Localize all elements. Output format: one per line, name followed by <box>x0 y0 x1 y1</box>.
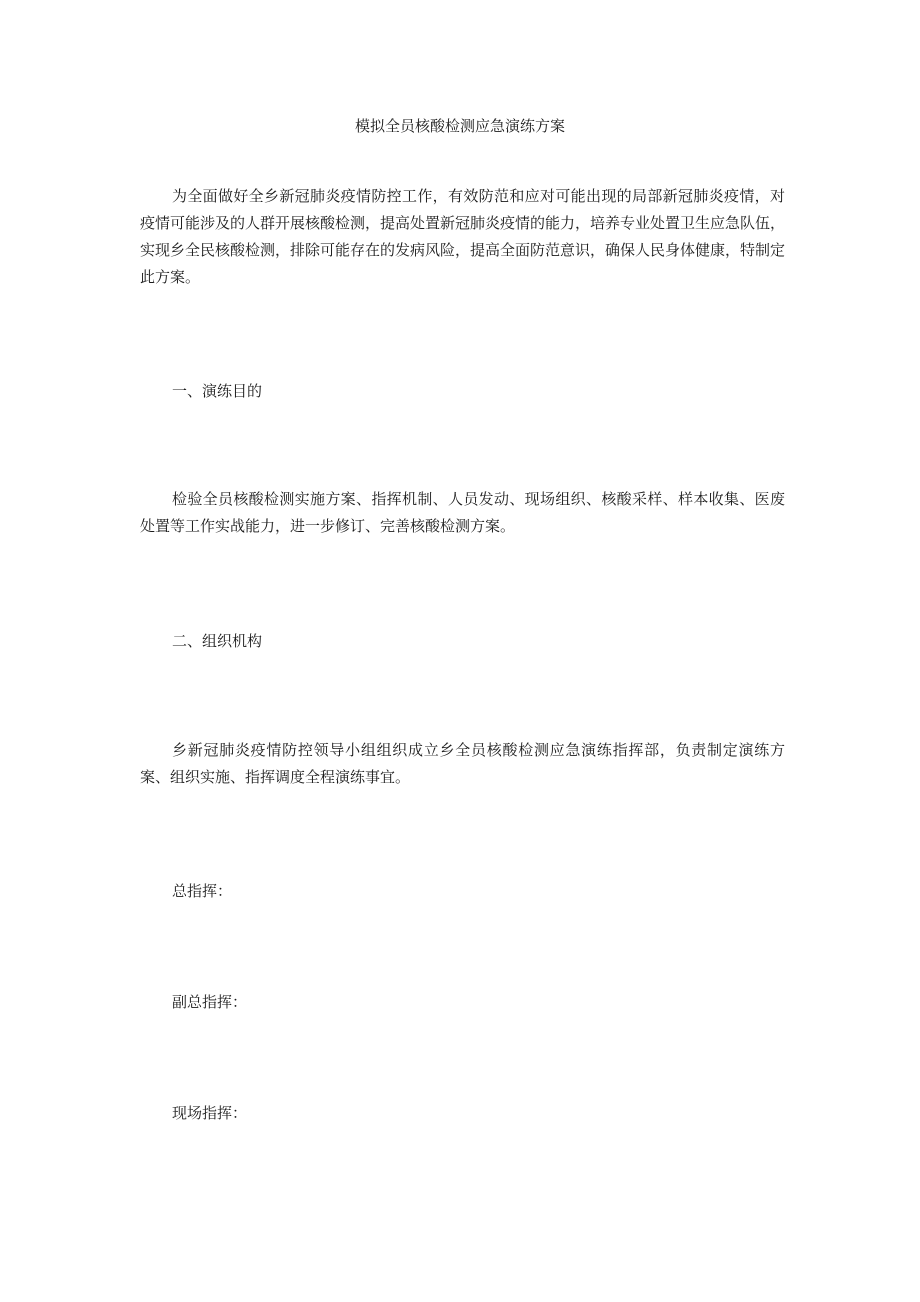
role-onsite-commander: 现场指挥： <box>172 1104 248 1122</box>
intro-paragraph: 为全面做好全乡新冠肺炎疫情防控工作，有效防范和应对可能出现的局部新冠肺炎疫情，对疫情可能涉及的人群开展核酸检测，提高处置新冠肺炎疫情的能力，培养专业处置卫生应急队伍，实现乡全民核酸检测，排除可能存在的发病风险，提高全面防范意识，确保人民身体健康，特制定此方案。 <box>140 187 786 286</box>
page-title: 模拟全员核酸检测应急演练方案 <box>354 117 565 135</box>
purpose-paragraph: 检验全员核酸检测实施方案、指挥机制、人员发动、现场组织、核酸采样、样本收集、医废处置等工作实战能力，进一步修订、完善核酸检测方案。 <box>140 490 785 535</box>
role-chief-commander: 总指挥： <box>172 882 233 900</box>
organization-paragraph: 乡新冠肺炎疫情防控领导小组组织成立乡全员核酸检测应急演练指挥部，负责制定演练方案、组织实施、指挥调度全程演练事宜。 <box>140 741 785 786</box>
section-heading-purpose: 一、演练目的 <box>172 382 263 400</box>
section-heading-organization: 二、组织机构 <box>172 632 263 650</box>
role-deputy-commander: 副总指挥： <box>172 993 248 1011</box>
